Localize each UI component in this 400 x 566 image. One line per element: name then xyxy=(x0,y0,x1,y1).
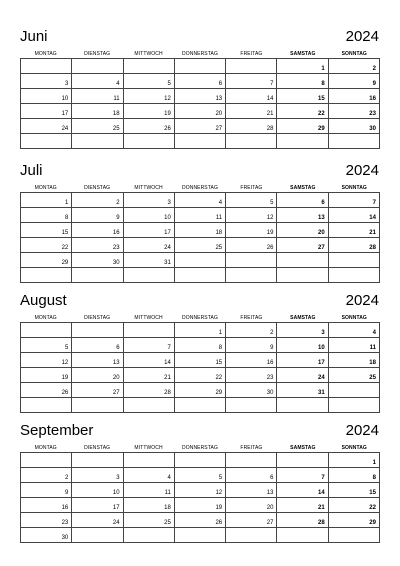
day-cell xyxy=(72,323,123,338)
day-cell xyxy=(226,59,277,74)
weekday-label: DONNERSTAG xyxy=(182,315,218,321)
day-cell xyxy=(226,398,277,413)
day-cell: 7 xyxy=(277,468,328,483)
weekday-label: MONTAG xyxy=(34,51,57,57)
day-cell: 18 xyxy=(124,498,175,513)
day-cell: 8 xyxy=(21,208,72,223)
day-cell xyxy=(72,528,123,543)
day-cell xyxy=(226,134,277,149)
day-cell xyxy=(21,268,72,283)
weekday-label: MITTWOCH xyxy=(134,185,163,191)
day-cell: 4 xyxy=(175,193,226,208)
day-cell xyxy=(175,528,226,543)
day-cell: 31 xyxy=(277,383,328,398)
day-cell: 22 xyxy=(21,238,72,253)
day-cell: 8 xyxy=(277,74,328,89)
day-cell: 19 xyxy=(21,368,72,383)
day-cell xyxy=(124,398,175,413)
day-cell xyxy=(124,134,175,149)
day-cell: 22 xyxy=(277,104,328,119)
weekday-label: SONNTAG xyxy=(341,185,367,191)
month-name: Juli xyxy=(20,162,43,179)
day-cell: 10 xyxy=(277,338,328,353)
day-cell: 16 xyxy=(226,353,277,368)
day-cell: 28 xyxy=(329,238,380,253)
day-cell: 24 xyxy=(124,238,175,253)
month-name: August xyxy=(20,292,67,309)
day-cell: 14 xyxy=(124,353,175,368)
day-cell: 6 xyxy=(277,193,328,208)
day-cell: 22 xyxy=(329,498,380,513)
month-header xyxy=(20,162,380,184)
day-cell xyxy=(124,528,175,543)
day-cell xyxy=(124,453,175,468)
weekday-label: DIENSTAG xyxy=(84,51,111,57)
day-cell: 27 xyxy=(226,513,277,528)
weekday-label: MITTWOCH xyxy=(134,51,163,57)
day-cell: 7 xyxy=(124,338,175,353)
day-cell: 13 xyxy=(226,483,277,498)
day-cell: 11 xyxy=(124,483,175,498)
day-cell xyxy=(277,268,328,283)
day-cell: 18 xyxy=(72,104,123,119)
calendar-grid xyxy=(20,452,380,543)
day-cell xyxy=(277,134,328,149)
day-cell: 5 xyxy=(175,468,226,483)
day-cell: 25 xyxy=(175,238,226,253)
day-cell: 5 xyxy=(124,74,175,89)
weekday-label: DONNERSTAG xyxy=(182,51,218,57)
month-name: Juni xyxy=(20,28,48,45)
day-cell xyxy=(124,323,175,338)
day-cell: 21 xyxy=(226,104,277,119)
day-cell xyxy=(175,253,226,268)
day-cell: 31 xyxy=(124,253,175,268)
day-cell: 15 xyxy=(175,353,226,368)
weekday-label: DONNERSTAG xyxy=(182,445,218,451)
day-cell: 29 xyxy=(175,383,226,398)
day-cell: 14 xyxy=(277,483,328,498)
day-cell xyxy=(21,398,72,413)
day-cell: 4 xyxy=(329,323,380,338)
day-cell: 10 xyxy=(21,89,72,104)
day-cell: 13 xyxy=(72,353,123,368)
day-cell: 26 xyxy=(175,513,226,528)
day-cell: 6 xyxy=(226,468,277,483)
day-cell: 30 xyxy=(226,383,277,398)
weekday-label: DIENSTAG xyxy=(84,315,111,321)
day-cell: 12 xyxy=(21,353,72,368)
month-header xyxy=(20,28,380,50)
weekday-label: DONNERSTAG xyxy=(182,185,218,191)
day-cell: 6 xyxy=(72,338,123,353)
day-cell: 14 xyxy=(329,208,380,223)
month-year: 2024 xyxy=(345,28,379,45)
day-cell xyxy=(277,528,328,543)
day-cell xyxy=(21,59,72,74)
day-cell: 26 xyxy=(226,238,277,253)
weekday-header-row xyxy=(20,184,380,192)
weekday-label: FREITAG xyxy=(240,185,263,191)
day-cell xyxy=(72,268,123,283)
weekday-label: SAMSTAG xyxy=(290,185,316,191)
weekday-label: SAMSTAG xyxy=(290,445,316,451)
day-cell: 16 xyxy=(72,223,123,238)
calendar-grid xyxy=(20,322,380,413)
day-cell xyxy=(226,268,277,283)
weekday-label: FREITAG xyxy=(240,445,263,451)
day-cell: 17 xyxy=(72,498,123,513)
day-cell: 1 xyxy=(277,59,328,74)
day-cell: 15 xyxy=(21,223,72,238)
weekday-label: SONNTAG xyxy=(341,315,367,321)
day-cell: 4 xyxy=(72,74,123,89)
day-cell: 7 xyxy=(226,74,277,89)
day-cell: 25 xyxy=(124,513,175,528)
day-cell: 30 xyxy=(72,253,123,268)
month-header xyxy=(20,292,380,314)
day-cell: 3 xyxy=(21,74,72,89)
day-cell: 24 xyxy=(21,119,72,134)
day-cell xyxy=(329,268,380,283)
day-cell xyxy=(277,453,328,468)
day-cell: 26 xyxy=(21,383,72,398)
day-cell: 3 xyxy=(72,468,123,483)
day-cell: 14 xyxy=(226,89,277,104)
day-cell: 10 xyxy=(72,483,123,498)
day-cell: 21 xyxy=(277,498,328,513)
day-cell xyxy=(329,134,380,149)
month-year: 2024 xyxy=(345,292,379,309)
day-cell: 27 xyxy=(175,119,226,134)
day-cell: 5 xyxy=(21,338,72,353)
day-cell xyxy=(72,134,123,149)
weekday-label: SAMSTAG xyxy=(290,315,316,321)
day-cell: 10 xyxy=(124,208,175,223)
day-cell: 9 xyxy=(226,338,277,353)
day-cell: 13 xyxy=(175,89,226,104)
day-cell: 15 xyxy=(329,483,380,498)
day-cell xyxy=(72,453,123,468)
day-cell xyxy=(277,253,328,268)
day-cell xyxy=(329,383,380,398)
day-cell: 23 xyxy=(226,368,277,383)
day-cell: 29 xyxy=(277,119,328,134)
weekday-label: SAMSTAG xyxy=(290,51,316,57)
day-cell: 4 xyxy=(124,468,175,483)
day-cell: 17 xyxy=(277,353,328,368)
day-cell: 25 xyxy=(72,119,123,134)
day-cell: 23 xyxy=(329,104,380,119)
day-cell: 30 xyxy=(21,528,72,543)
day-cell xyxy=(21,134,72,149)
day-cell: 17 xyxy=(21,104,72,119)
weekday-label: FREITAG xyxy=(240,315,263,321)
day-cell xyxy=(175,268,226,283)
weekday-header-row xyxy=(20,444,380,452)
day-cell: 18 xyxy=(329,353,380,368)
day-cell xyxy=(226,453,277,468)
day-cell: 28 xyxy=(124,383,175,398)
weekday-label: MONTAG xyxy=(34,185,57,191)
day-cell: 7 xyxy=(329,193,380,208)
day-cell: 3 xyxy=(124,193,175,208)
month-year: 2024 xyxy=(345,422,379,439)
day-cell: 22 xyxy=(175,368,226,383)
day-cell: 17 xyxy=(124,223,175,238)
month-block-juni xyxy=(20,28,380,149)
day-cell: 9 xyxy=(21,483,72,498)
day-cell xyxy=(175,134,226,149)
day-cell: 20 xyxy=(72,368,123,383)
day-cell xyxy=(175,398,226,413)
day-cell: 11 xyxy=(329,338,380,353)
day-cell: 12 xyxy=(226,208,277,223)
day-cell: 29 xyxy=(329,513,380,528)
month-name: September xyxy=(20,422,94,439)
day-cell: 9 xyxy=(329,74,380,89)
weekday-label: MONTAG xyxy=(34,315,57,321)
day-cell xyxy=(124,59,175,74)
weekday-label: MITTWOCH xyxy=(134,315,163,321)
day-cell: 1 xyxy=(175,323,226,338)
day-cell xyxy=(21,453,72,468)
day-cell: 23 xyxy=(72,238,123,253)
weekday-label: FREITAG xyxy=(240,51,263,57)
day-cell: 28 xyxy=(226,119,277,134)
weekday-header-row xyxy=(20,314,380,322)
day-cell: 12 xyxy=(175,483,226,498)
day-cell: 30 xyxy=(329,119,380,134)
day-cell: 19 xyxy=(226,223,277,238)
day-cell: 6 xyxy=(175,74,226,89)
day-cell: 27 xyxy=(72,383,123,398)
day-cell xyxy=(277,398,328,413)
weekday-label: DIENSTAG xyxy=(84,185,111,191)
day-cell: 21 xyxy=(329,223,380,238)
day-cell: 24 xyxy=(72,513,123,528)
day-cell: 20 xyxy=(226,498,277,513)
weekday-label: MONTAG xyxy=(34,445,57,451)
day-cell: 20 xyxy=(277,223,328,238)
day-cell: 2 xyxy=(21,468,72,483)
day-cell: 12 xyxy=(124,89,175,104)
day-cell: 9 xyxy=(72,208,123,223)
day-cell xyxy=(21,323,72,338)
day-cell xyxy=(329,398,380,413)
day-cell: 8 xyxy=(175,338,226,353)
day-cell: 15 xyxy=(277,89,328,104)
calendar-grid xyxy=(20,58,380,149)
day-cell: 2 xyxy=(72,193,123,208)
day-cell: 19 xyxy=(124,104,175,119)
month-block-september xyxy=(20,422,380,543)
calendar-grid xyxy=(20,192,380,283)
day-cell xyxy=(329,253,380,268)
day-cell: 11 xyxy=(72,89,123,104)
day-cell xyxy=(226,253,277,268)
day-cell xyxy=(124,268,175,283)
month-year: 2024 xyxy=(345,162,379,179)
day-cell: 3 xyxy=(277,323,328,338)
day-cell: 26 xyxy=(124,119,175,134)
weekday-label: SONNTAG xyxy=(341,51,367,57)
day-cell xyxy=(175,59,226,74)
day-cell: 1 xyxy=(329,453,380,468)
day-cell: 16 xyxy=(21,498,72,513)
day-cell: 27 xyxy=(277,238,328,253)
weekday-label: SONNTAG xyxy=(341,445,367,451)
day-cell: 19 xyxy=(175,498,226,513)
day-cell xyxy=(329,528,380,543)
day-cell: 2 xyxy=(226,323,277,338)
weekday-header-row xyxy=(20,50,380,58)
day-cell: 29 xyxy=(21,253,72,268)
day-cell: 18 xyxy=(175,223,226,238)
day-cell: 8 xyxy=(329,468,380,483)
day-cell xyxy=(175,453,226,468)
month-block-august xyxy=(20,292,380,413)
day-cell: 11 xyxy=(175,208,226,223)
weekday-label: DIENSTAG xyxy=(84,445,111,451)
day-cell: 16 xyxy=(329,89,380,104)
day-cell: 23 xyxy=(21,513,72,528)
weekday-label: MITTWOCH xyxy=(134,445,163,451)
day-cell xyxy=(72,59,123,74)
day-cell: 2 xyxy=(329,59,380,74)
month-header xyxy=(20,422,380,444)
day-cell xyxy=(72,398,123,413)
day-cell: 5 xyxy=(226,193,277,208)
day-cell: 21 xyxy=(124,368,175,383)
day-cell: 13 xyxy=(277,208,328,223)
day-cell xyxy=(226,528,277,543)
month-block-juli xyxy=(20,162,380,283)
day-cell: 24 xyxy=(277,368,328,383)
day-cell: 25 xyxy=(329,368,380,383)
day-cell: 1 xyxy=(21,193,72,208)
day-cell: 28 xyxy=(277,513,328,528)
day-cell: 20 xyxy=(175,104,226,119)
